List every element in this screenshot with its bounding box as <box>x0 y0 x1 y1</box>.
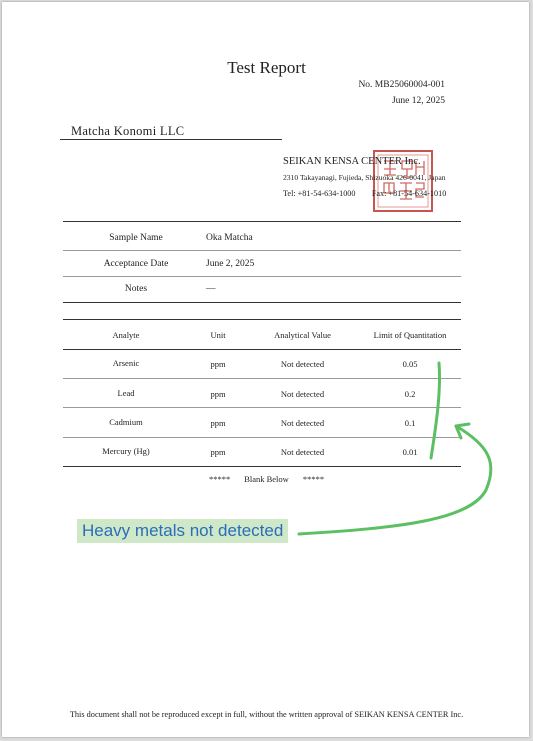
blank-stars-left: ***** <box>208 474 231 484</box>
header-rule <box>63 349 461 350</box>
table-row-loq: 0.01 <box>402 447 418 457</box>
report-page <box>2 2 529 737</box>
table-row-loq: 0.2 <box>404 389 416 399</box>
blank-below-text: Blank Below <box>244 474 289 484</box>
table-row-analyte: Cadmium <box>109 417 143 427</box>
table-row-unit: ppm <box>210 389 226 399</box>
info-row-divider <box>63 250 461 251</box>
client-name: Matcha Konomi LLC <box>71 124 185 138</box>
acceptance-date-value: June 2, 2025 <box>206 259 255 269</box>
results-top-rule <box>63 319 461 320</box>
row-divider <box>63 378 461 379</box>
issuer-name: SEIKAN KENSA CENTER Inc. <box>283 156 421 167</box>
table-row-unit: ppm <box>210 418 226 428</box>
info-top-rule <box>63 221 461 222</box>
table-row-value: Not detected <box>280 359 325 369</box>
row-divider <box>63 437 461 438</box>
info-row-divider <box>63 276 461 277</box>
table-row-loq: 0.05 <box>402 359 418 369</box>
notes-label: Notes <box>124 284 148 294</box>
table-row-loq: 0.1 <box>404 418 416 428</box>
acceptance-date-label: Acceptance Date <box>103 259 169 269</box>
notes-value: — <box>206 284 216 294</box>
blank-stars-right: ***** <box>302 474 325 484</box>
annotation-label: Heavy metals not detected <box>77 519 288 543</box>
issuer-tel-fax: Tel: +81-54-634-1000 Fax: +81-54-634-1010 <box>283 189 447 198</box>
col-header-loq: Limit of Quantitation <box>373 330 447 340</box>
report-date: June 12, 2025 <box>391 96 445 106</box>
col-header-value: Analytical Value <box>274 330 331 340</box>
table-row-unit: ppm <box>210 359 226 369</box>
table-row-value: Not detected <box>280 389 325 399</box>
table-row-value: Not detected <box>280 418 325 428</box>
client-underline <box>60 139 282 140</box>
footer-disclaimer: This document shall not be reproduced except in full, without the written approval of SEIKAN KENSA CENTER Inc. <box>69 710 464 719</box>
col-header-unit: Unit <box>210 330 226 340</box>
table-row-analyte: Lead <box>117 388 135 398</box>
sample-name-label: Sample Name <box>109 233 163 243</box>
blank-below-marker <box>0 474 533 484</box>
results-bottom-rule <box>63 466 461 467</box>
sample-name-value: Oka Matcha <box>206 233 253 243</box>
report-title: Test Report <box>227 58 306 77</box>
col-header-analyte: Analyte <box>112 330 140 340</box>
table-row-analyte: Mercury (Hg) <box>102 446 150 456</box>
issuer-address: 2310 Takayanagi, Fujieda, Shizuoka 426-0041, Japan <box>283 173 446 182</box>
table-row-analyte: Arsenic <box>112 358 140 368</box>
report-number: No. MB25060004-001 <box>358 80 445 90</box>
table-row-value: Not detected <box>280 447 325 457</box>
table-row-unit: ppm <box>210 447 226 457</box>
info-bottom-rule <box>63 302 461 303</box>
row-divider <box>63 407 461 408</box>
